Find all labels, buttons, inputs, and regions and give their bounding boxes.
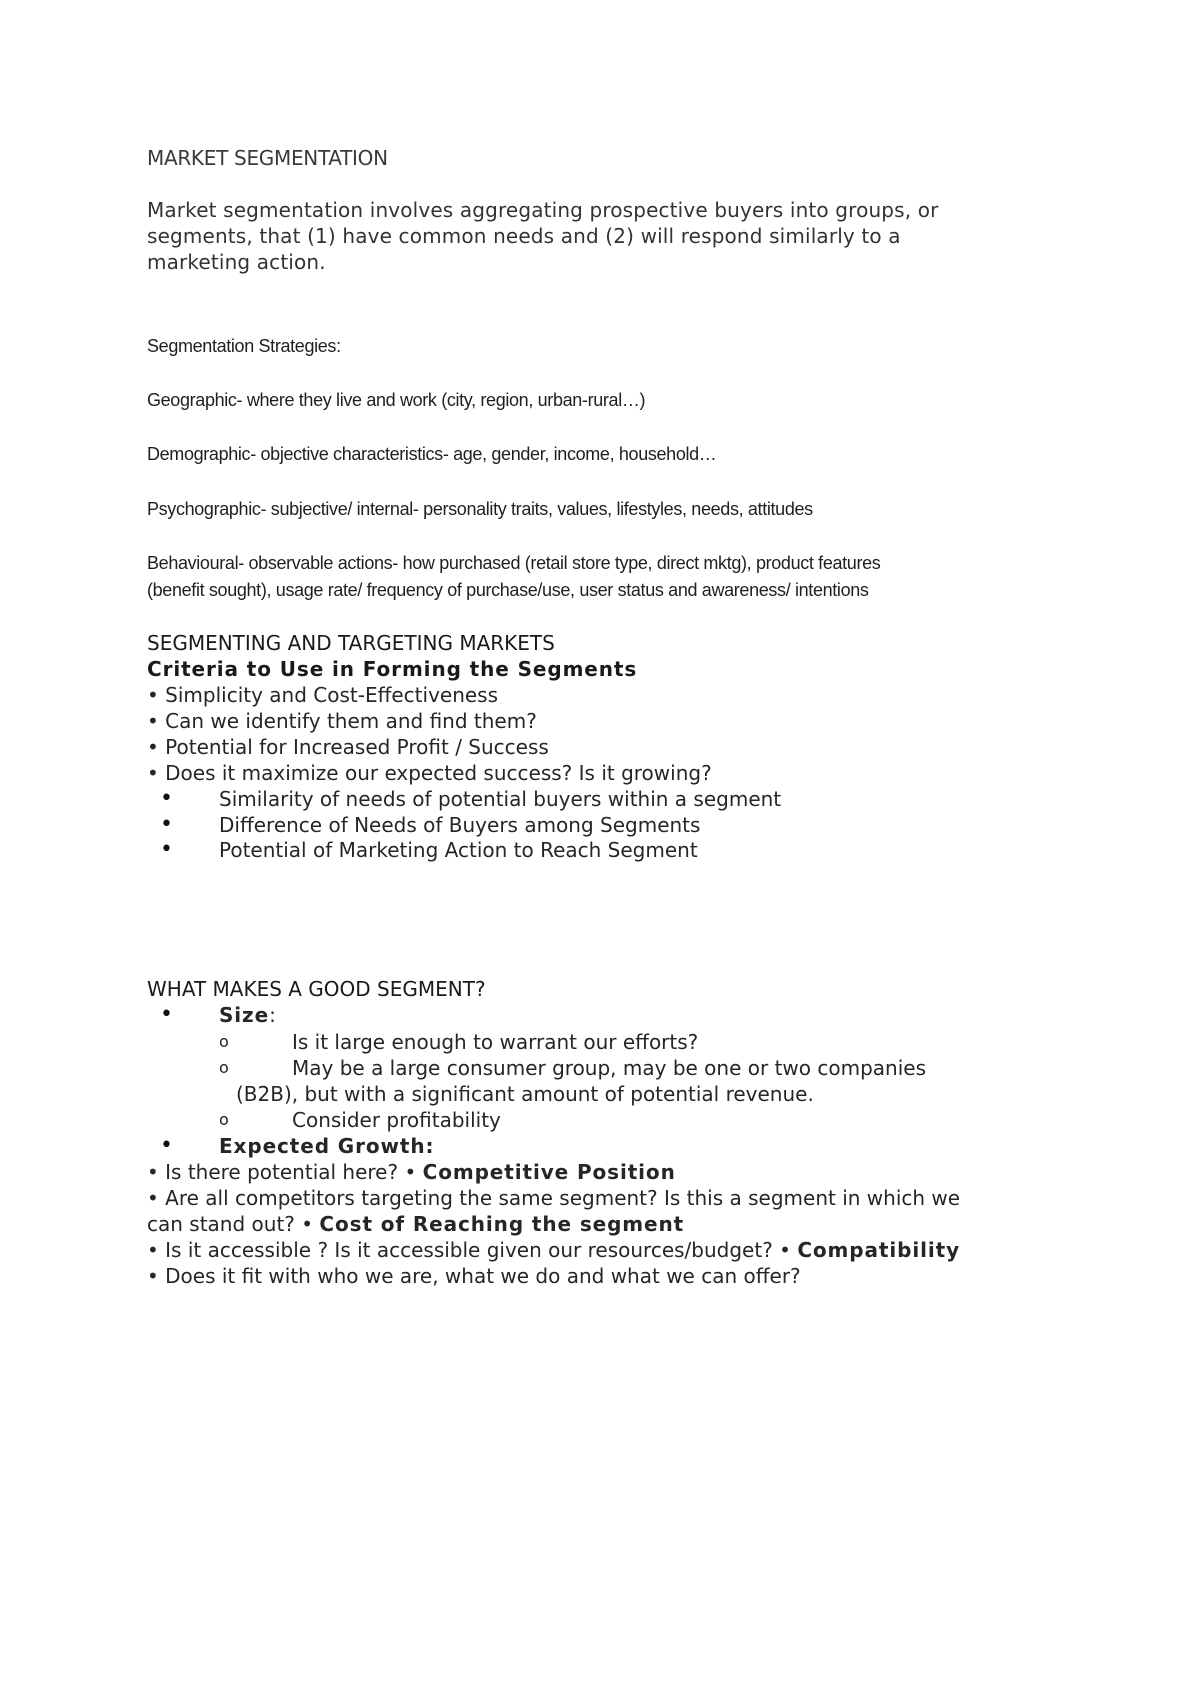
- bullet-item: Difference of Needs of Buyers among Segments: [219, 813, 701, 837]
- sub-bullet-marker: o: [219, 1110, 229, 1129]
- size-colon: :: [269, 1003, 276, 1027]
- strategy-psychographic: Psychographic- subjective/ internal- personality traits, values, lifestyles, needs, attitudes: [147, 499, 813, 519]
- size-item: Is it large enough to warrant our efforts?: [292, 1030, 699, 1054]
- compatibility-label: Compatibility: [797, 1238, 961, 1262]
- intro-line-2: segments, that (1) have common needs and (2) will respond similarly to a: [147, 224, 901, 248]
- intro-line-3: marketing action.: [147, 250, 326, 274]
- bullet-marker: •: [160, 786, 173, 811]
- size-item: Consider profitability: [292, 1108, 501, 1132]
- strategy-geographic: Geographic- where they live and work (city, region, urban-rural…): [147, 390, 646, 410]
- criteria-item: • Does it maximize our expected success? Is it growing?: [147, 761, 712, 785]
- strategy-behavioural-continued: (benefit sought), usage rate/ frequency of purchase/use, user status and awareness/ intentions: [147, 580, 869, 600]
- criteria-item: • Simplicity and Cost-Effectiveness: [147, 683, 499, 707]
- competitive-position-label: Competitive Position: [422, 1160, 676, 1184]
- intro-line-1: Market segmentation involves aggregating prospective buyers into groups, or: [147, 198, 939, 222]
- good-segment-line: • Does it fit with who we are, what we do and what we can offer?: [147, 1264, 801, 1288]
- good-segment-line: [147, 1211, 684, 1237]
- strategies-heading: Segmentation Strategies:: [147, 336, 341, 356]
- bullet-marker: •: [160, 837, 173, 862]
- bullet-marker: •: [160, 812, 173, 837]
- bullet-item: Similarity of needs of potential buyers within a segment: [219, 787, 782, 811]
- bullet-marker: •: [160, 1002, 173, 1027]
- criteria-item: • Can we identify them and find them?: [147, 709, 537, 733]
- size-label: Size: [219, 1003, 270, 1027]
- bullet-marker: •: [160, 1133, 173, 1158]
- document-title: MARKET SEGMENTATION: [147, 146, 388, 170]
- good-segment-line: [147, 1237, 960, 1263]
- size-label-line: [219, 1002, 276, 1028]
- good-segment-line: [147, 1159, 676, 1185]
- targeting-subheading: Criteria to Use in Forming the Segments: [147, 657, 638, 681]
- sub-bullet-marker: o: [219, 1032, 229, 1051]
- cost-of-reaching-label: Cost of Reaching the segment: [319, 1212, 685, 1236]
- strategy-behavioural: Behavioural- observable actions- how purchased (retail store type, direct mktg), product features: [147, 553, 881, 573]
- bullet-item: Potential of Marketing Action to Reach Segment: [219, 838, 698, 862]
- accessible-question: • Is it accessible ? Is it accessible given our resources/budget? •: [147, 1238, 798, 1262]
- good-segment-heading: WHAT MAKES A GOOD SEGMENT?: [147, 977, 486, 1001]
- stand-out-question: can stand out? •: [147, 1212, 320, 1236]
- criteria-item: • Potential for Increased Profit / Success: [147, 735, 549, 759]
- sub-bullet-marker: o: [219, 1058, 229, 1077]
- strategy-demographic: Demographic- objective characteristics- age, gender, income, household…: [147, 444, 717, 464]
- expected-growth-label: Expected Growth:: [219, 1134, 435, 1158]
- size-item-continued: (B2B), but with a significant amount of potential revenue.: [236, 1082, 814, 1106]
- targeting-heading: SEGMENTING AND TARGETING MARKETS: [147, 631, 555, 655]
- size-item: May be a large consumer group, may be one or two companies: [292, 1056, 926, 1080]
- good-segment-line: • Are all competitors targeting the same segment? Is this a segment in which we: [147, 1186, 961, 1210]
- potential-question: • Is there potential here? •: [147, 1160, 423, 1184]
